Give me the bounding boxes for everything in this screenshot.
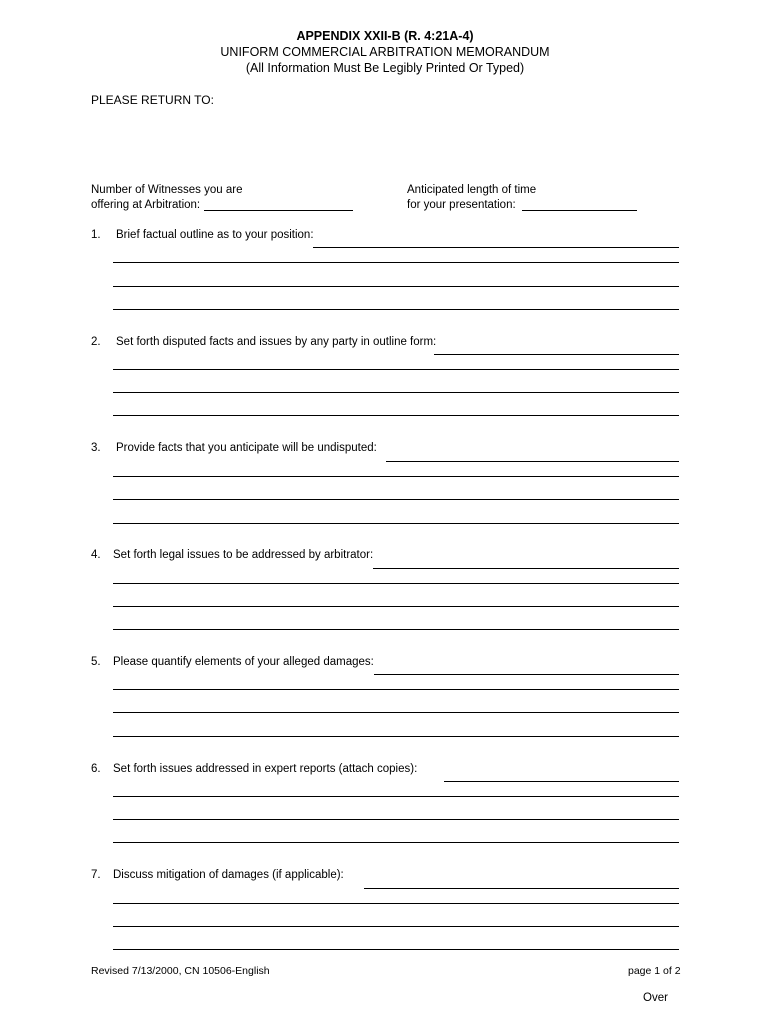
answer-line[interactable] — [444, 781, 679, 782]
item-number: 5. — [91, 656, 101, 668]
answer-line[interactable] — [113, 712, 679, 713]
item-number: 2. — [91, 336, 101, 348]
item-prompt: Set forth legal issues to be addressed by arbitrator: — [113, 549, 374, 561]
item-prompt: Please quantify elements of your alleged damages: — [113, 656, 374, 668]
witnesses-label-line1: Number of Witnesses you are — [91, 184, 243, 196]
answer-line[interactable] — [113, 369, 679, 370]
witnesses-label-line2: offering at Arbitration: — [91, 199, 201, 211]
answer-line[interactable] — [113, 819, 679, 820]
answer-line[interactable] — [113, 286, 679, 287]
answer-line[interactable] — [113, 476, 679, 477]
answer-line[interactable] — [113, 415, 679, 416]
answer-line[interactable] — [113, 583, 679, 584]
item-prompt: Set forth disputed facts and issues by any party in outline form: — [116, 336, 437, 348]
page-number: page 1 of 2 — [628, 965, 681, 977]
answer-line[interactable] — [113, 499, 679, 500]
answer-line[interactable] — [113, 796, 679, 797]
answer-line[interactable] — [113, 736, 679, 737]
item-number: 4. — [91, 549, 101, 561]
answer-line[interactable] — [434, 354, 679, 355]
anticipated-length-label-line2: for your presentation: — [407, 199, 516, 211]
over-label: Over — [643, 992, 668, 1004]
answer-line[interactable] — [113, 309, 679, 310]
answer-line[interactable] — [113, 523, 679, 524]
answer-line[interactable] — [113, 262, 679, 263]
item-number: 7. — [91, 869, 101, 881]
item-number: 6. — [91, 763, 101, 775]
answer-line[interactable] — [113, 606, 679, 607]
form-title: APPENDIX XXII-B (R. 4:21A-4) — [296, 29, 474, 43]
return-to-label: PLEASE RETURN TO: — [91, 93, 214, 107]
item-prompt: Discuss mitigation of damages (if applicable): — [113, 869, 344, 881]
answer-line[interactable] — [374, 674, 679, 675]
item-prompt: Brief factual outline as to your position: — [116, 229, 314, 241]
answer-line[interactable] — [113, 842, 679, 843]
answer-line[interactable] — [313, 247, 679, 248]
form-subtitle: UNIFORM COMMERCIAL ARBITRATION MEMORANDUM — [220, 45, 550, 59]
answer-line[interactable] — [364, 888, 679, 889]
revision-note: Revised 7/13/2000, CN 10506-English — [91, 965, 270, 977]
item-prompt: Set forth issues addressed in expert reports (attach copies): — [113, 763, 418, 775]
item-prompt: Provide facts that you anticipate will be undisputed: — [116, 442, 377, 454]
answer-line[interactable] — [113, 949, 679, 950]
item-number: 1. — [91, 229, 101, 241]
answer-line[interactable] — [373, 568, 679, 569]
form-instruction: (All Information Must Be Legibly Printed Or Typed) — [245, 61, 525, 75]
answer-line[interactable] — [113, 926, 679, 927]
answer-line[interactable] — [113, 392, 679, 393]
item-number: 3. — [91, 442, 101, 454]
answer-line[interactable] — [113, 903, 679, 904]
answer-line[interactable] — [113, 629, 679, 630]
anticipated-length-label-line1: Anticipated length of time — [407, 184, 537, 196]
witnesses-field[interactable] — [204, 210, 353, 211]
anticipated-length-field[interactable] — [522, 210, 637, 211]
answer-line[interactable] — [386, 461, 679, 462]
answer-line[interactable] — [113, 689, 679, 690]
